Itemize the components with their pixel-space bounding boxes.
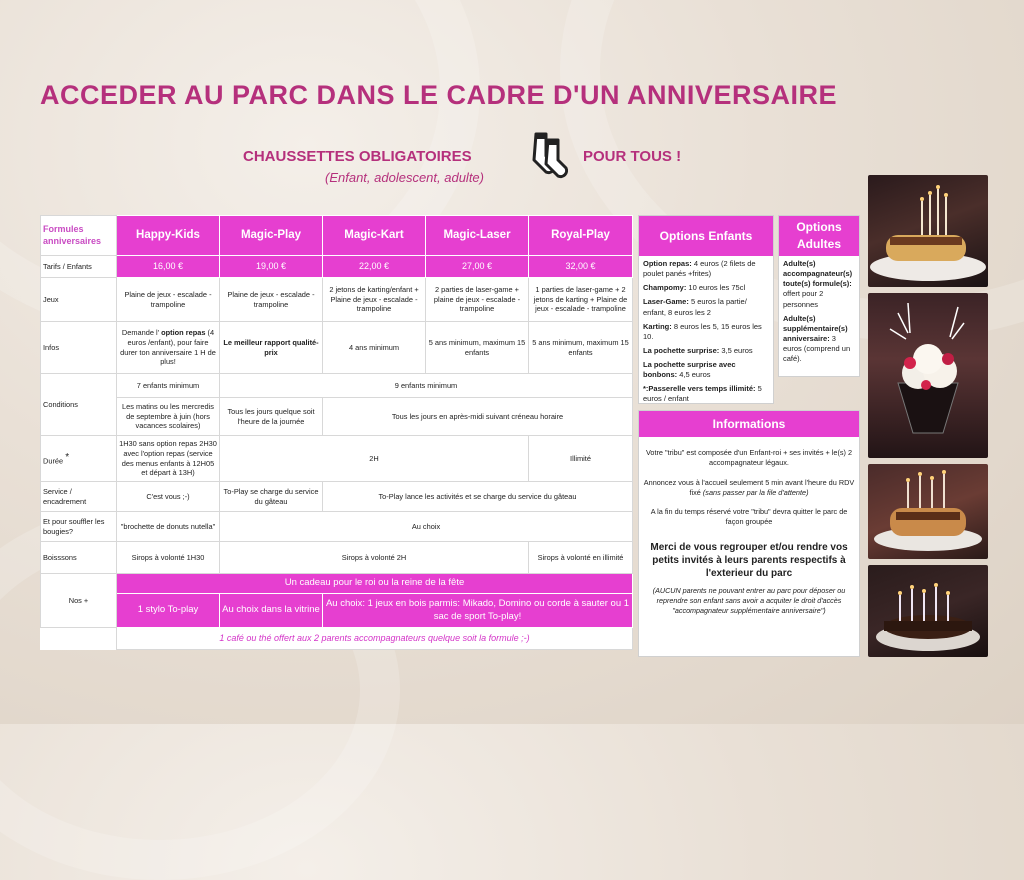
table-cell: Au choix dans la vitrine: [220, 594, 323, 628]
table-row: [41, 374, 633, 398]
row-label: Nos +: [41, 574, 117, 628]
table-row: [41, 216, 633, 256]
table-row: [41, 256, 633, 278]
table-cell: 4 ans minimum: [323, 322, 426, 374]
informations-body: [639, 437, 859, 618]
table-cell: 2 jetons de karting/enfant + Plaine de jeux - escalade - trampoline: [323, 278, 426, 322]
gift-banner: Un cadeau pour le roi ou la reine de la fête: [117, 574, 633, 594]
chocolate-cake-illustration: [868, 565, 988, 657]
option-line: [643, 297, 769, 317]
option-line-bold: La pochette surprise avec bonbons:: [643, 360, 736, 380]
chocolate-cake-photo: [868, 565, 988, 657]
table-cell: 1H30 sans option repas 2H30 avec l'option repas (service des menus enfants à 12H05 et départ à 13H): [117, 436, 220, 482]
options-adultes-title: Options Adultes: [779, 216, 859, 256]
table-cell: 5 ans minimum, maximum 15 enfants: [426, 322, 529, 374]
info-paragraph-bold: Merci de vous regrouper et/ou rendre vos petits invités à leurs parents respectifs à l'exterieur du parc: [650, 542, 848, 580]
table-cell: "brochette de donuts nutella": [117, 512, 220, 542]
option-line-bold: Champomy:: [643, 283, 687, 293]
table-cell: Tous les jours quelque soit l'heure de la journée: [220, 398, 323, 436]
cake-roll-illustration: [868, 175, 988, 287]
socks-icon: [522, 130, 574, 182]
formula-header: Happy-Kids: [117, 216, 220, 256]
table-cell: Tous les jours en après-midi suivant créneau horaire: [323, 398, 633, 436]
table-row: [41, 436, 633, 482]
socks-mandatory-label: CHAUSSETTES OBLIGATOIRES: [243, 148, 472, 165]
info-paragraph: Votre "tribu" est composée d'un Enfant-roi + ses invités + le(s) 2 accompagnateur légaux.: [645, 448, 853, 467]
informations-panel: [638, 410, 860, 657]
table-cell: 9 enfants minimum: [220, 374, 633, 398]
table-cell: 5 ans minimum, maximum 15 enfants: [529, 322, 633, 374]
table-cell: Sirops à volonté 1H30: [117, 542, 220, 574]
option-line: [783, 259, 855, 310]
options-adultes-list: [779, 256, 859, 371]
info-italic: (sans passer par la file d'attente): [702, 487, 809, 497]
option-line: [643, 259, 769, 279]
option-line-text: 8 euros les 5, 15 euros les 10.: [643, 321, 762, 341]
table-row: [41, 278, 633, 322]
table-cell: C'est vous ;-): [117, 482, 220, 512]
table-cell: [117, 322, 220, 374]
table-cell: 7 enfants minimum: [117, 374, 220, 398]
option-line-text: 5 euros / enfant: [643, 384, 762, 404]
table-cell: Sirops à volonté 2H: [220, 542, 529, 574]
socks-subtitle: (Enfant, adolescent, adulte): [325, 170, 484, 185]
option-line-text: 4,5 euros: [677, 370, 711, 380]
table-cell: 1 parties de laser-game + 2 jetons de karting + Plaine de jeux - escalade - trampoline: [529, 278, 633, 322]
infos-text: (4 euros /enfant), pour faire durer ton anniversaire 1 H de plus!: [120, 328, 216, 367]
price-cell: 19,00 €: [220, 256, 323, 278]
formulas-table: [40, 215, 633, 650]
option-line: [643, 384, 769, 404]
table-cell: To-Play lance les activités et se charge du service du gâteau: [323, 482, 633, 512]
table-row: [41, 542, 633, 574]
table-cell: Sirops à volonté en illimité: [529, 542, 633, 574]
duree-label: Durée: [43, 456, 64, 466]
footer-note: 1 café ou thé offert aux 2 parents accompagnateurs quelque soit la formule ;-): [117, 628, 633, 650]
info-paragraph: A la fin du temps réservé votre "tribu" devra quitter le parc de façon groupée: [650, 507, 848, 527]
table-cell: 2H: [220, 436, 529, 482]
option-line-bold: Adulte(s) supplémentaire(s) anniversaire:: [783, 313, 848, 343]
options-enfants-title: Options Enfants: [639, 216, 773, 256]
table-cell: 2 parties de laser-game + plaine de jeux - escalade - trampoline: [426, 278, 529, 322]
option-line-bold: Adulte(s) accompagnateur(s) toute(s) formule(s):: [783, 259, 853, 289]
infos-text: Demande l': [121, 328, 160, 338]
options-enfants-list: [639, 256, 773, 412]
duree-asterisk: *: [65, 451, 70, 463]
row-label: Conditions: [41, 374, 117, 436]
table-row: [41, 628, 633, 650]
option-line-text: 3 euros (comprend un café).: [783, 333, 851, 364]
donut-cake-photo: [868, 464, 988, 559]
row-label: Boisssons: [41, 542, 117, 574]
table-row: [41, 398, 633, 436]
table-cell: Plaine de jeux - escalade - trampoline: [220, 278, 323, 322]
option-line-text: 5 euros la partie/ enfant, 8 euros les 2: [643, 297, 747, 317]
table-cell: 1 stylo To-play: [117, 594, 220, 628]
formula-header: Magic-Laser: [426, 216, 529, 256]
info-paragraph-italic: (AUCUN parents ne pouvant entrer au parc pour déposer ou reprendre son enfant sans avoir a acquiter le droit d'accès "accompagnateur supplémentaire anniversaire"): [652, 586, 846, 615]
formula-header: Magic-Kart: [323, 216, 426, 256]
table-cell: Au choix: 1 jeux en bois parmis: Mikado, Domino ou corde à sauter ou 1 sac de sport To-play!: [323, 594, 633, 628]
table-cell: [41, 628, 117, 650]
table-corner-label: Formules anniversaires: [41, 216, 117, 256]
sundae-photo: [868, 293, 988, 458]
option-line-bold: *:Passerelle vers temps illimité:: [643, 384, 756, 394]
cake-photo: [868, 175, 988, 287]
table-cell: Au choix: [220, 512, 633, 542]
option-line-bold: Karting:: [643, 321, 672, 331]
options-enfants-panel: [638, 215, 774, 404]
row-label: [41, 436, 117, 482]
info-text: Annoncez vous à l'accueil seulement 5 min avant l'heure du RDV fixé: [643, 477, 855, 497]
option-line-text: 3,5 euros: [719, 345, 753, 355]
sundae-illustration: [868, 293, 988, 458]
row-label: Infos: [41, 322, 117, 374]
row-label: Et pour souffler les bougies?: [41, 512, 117, 542]
formula-header: Royal-Play: [529, 216, 633, 256]
option-line: [643, 283, 769, 293]
row-label: Service / encadrement: [41, 482, 117, 512]
donut-cake-illustration: [868, 464, 988, 559]
infos-bold-text: option repas: [161, 328, 206, 338]
option-line-bold: La pochette surprise:: [643, 345, 720, 355]
option-line: [783, 314, 855, 365]
info-paragraph: [643, 478, 855, 498]
price-cell: 32,00 €: [529, 256, 633, 278]
table-row: [41, 594, 633, 628]
best-value-text: Le meilleur rapport qualité-prix: [220, 322, 323, 374]
option-line-text: offert pour 2 personnes: [783, 289, 824, 309]
option-line: [643, 346, 769, 356]
socks-for-all-label: POUR TOUS !: [583, 148, 682, 165]
table-cell: Illimité: [529, 436, 633, 482]
option-line-text: 4 euros (2 filets de poulet panés +frites): [643, 259, 756, 279]
option-line: [643, 322, 769, 342]
price-cell: 27,00 €: [426, 256, 529, 278]
option-line-bold: Laser-Game:: [643, 297, 689, 307]
table-cell: To-Play se charge du service du gâteau: [220, 482, 323, 512]
table-row: [41, 322, 633, 374]
options-adultes-panel: [778, 215, 860, 377]
table-cell: Les matins ou les mercredis de septembre à juin (hors vacances scolaires): [117, 398, 220, 436]
option-line-text: 10 euros les 75cl: [686, 283, 746, 293]
option-line-bold: Option repas:: [643, 259, 692, 268]
page-title: ACCEDER AU PARC DANS LE CADRE D'UN ANNIVERSAIRE: [40, 80, 837, 110]
informations-title: Informations: [639, 411, 859, 437]
table-row: [41, 482, 633, 512]
table-row: [41, 574, 633, 594]
table-row: [41, 512, 633, 542]
row-label: Tarifs / Enfants: [41, 256, 117, 278]
price-cell: 16,00 €: [117, 256, 220, 278]
option-line: [643, 360, 769, 380]
row-label: Jeux: [41, 278, 117, 322]
formula-header: Magic-Play: [220, 216, 323, 256]
table-cell: Plaine de jeux - escalade - trampoline: [117, 278, 220, 322]
price-cell: 22,00 €: [323, 256, 426, 278]
